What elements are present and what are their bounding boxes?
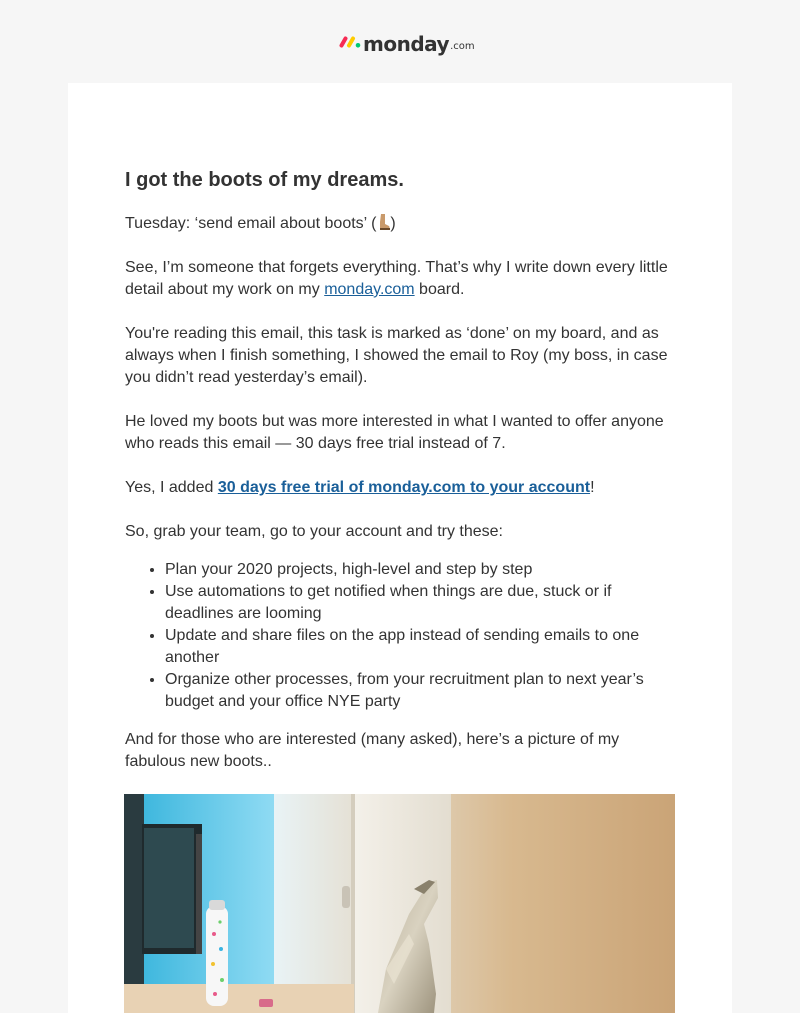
- monday-logo[interactable]: [339, 28, 475, 56]
- boots-photo-illustration: [124, 794, 675, 1013]
- paragraph-tuesday: [125, 213, 675, 235]
- list-item: • Update and share files on the app instead of sending emails to one another: [165, 625, 675, 669]
- paragraph-done: You're reading this email, this task is marked as ‘done’ on my board, and as always when I finish something, I showed the email to Roy (my boss, in case you didn’t read yesterday’s email).: [125, 325, 668, 386]
- trial-after-text: !: [590, 479, 595, 496]
- monday-com-link[interactable]: monday.com: [324, 281, 415, 298]
- list-item: • Use automations to get notified when things are due, stuck or if deadlines are looming: [165, 581, 675, 625]
- paragraph-forgets: [125, 257, 675, 301]
- list-item: • Organize other processes, from your recruitment plan to next year’s budget and your office NYE party: [165, 669, 675, 713]
- free-trial-link[interactable]: 30 days free trial of monday.com to your account: [217, 479, 591, 496]
- paragraph-picture-intro: And for those who are interested (many asked), here’s a picture of my fabulous new boots..: [125, 731, 620, 770]
- boot-icon: [376, 213, 390, 231]
- paragraph-trial: [125, 477, 675, 499]
- email-body-card: [68, 83, 732, 1013]
- boots-photo: [124, 794, 675, 1013]
- logo-wordmark: monday: [363, 32, 450, 56]
- logo-tld: .com: [450, 41, 475, 52]
- feature-list: [125, 559, 675, 713]
- tuesday-text: Tuesday: ‘send email about boots’ (: [125, 215, 377, 232]
- forgets-text: See, I’m someone that forgets everything. That’s why I write down every little detail about my work on my: [125, 259, 668, 298]
- paragraph-grab-team: So, grab your team, go to your account and try these:: [125, 523, 503, 540]
- monday-logo-icon: [339, 36, 361, 48]
- tuesday-close: ): [390, 215, 396, 232]
- paragraph-boss: He loved my boots but was more interested in what I wanted to offer anyone who reads this email — 30 days free trial instead of 7.: [125, 413, 664, 452]
- trial-before-text: Yes, I added: [125, 479, 218, 496]
- list-item: • Plan your 2020 projects, high-level and step by step: [165, 559, 675, 581]
- email-headline: I got the boots of my dreams.: [125, 169, 404, 191]
- email-header: [0, 0, 800, 83]
- forgets-after-text: board.: [414, 281, 465, 298]
